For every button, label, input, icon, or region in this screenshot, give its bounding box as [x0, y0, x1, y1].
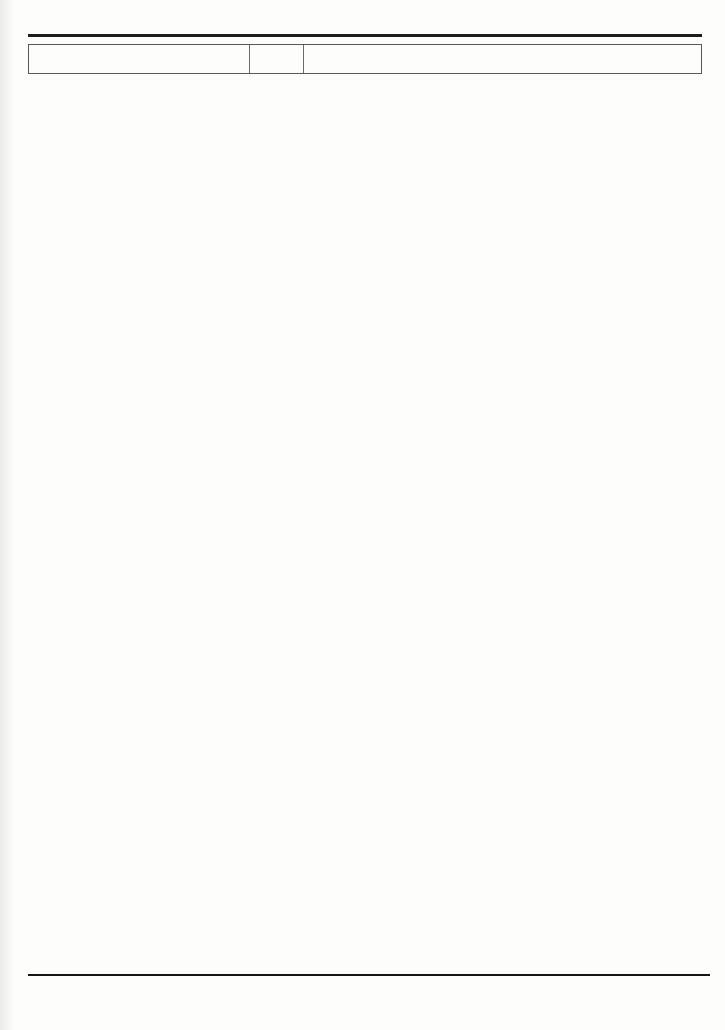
header-qty — [249, 45, 303, 73]
page-content — [28, 0, 702, 74]
torque-table — [28, 44, 702, 74]
title-rule — [28, 34, 702, 37]
header-item — [29, 45, 249, 73]
footer-rule — [28, 974, 710, 976]
torque-spec-sections — [28, 44, 702, 74]
table-header-row — [29, 45, 701, 73]
header-thread — [303, 45, 381, 73]
